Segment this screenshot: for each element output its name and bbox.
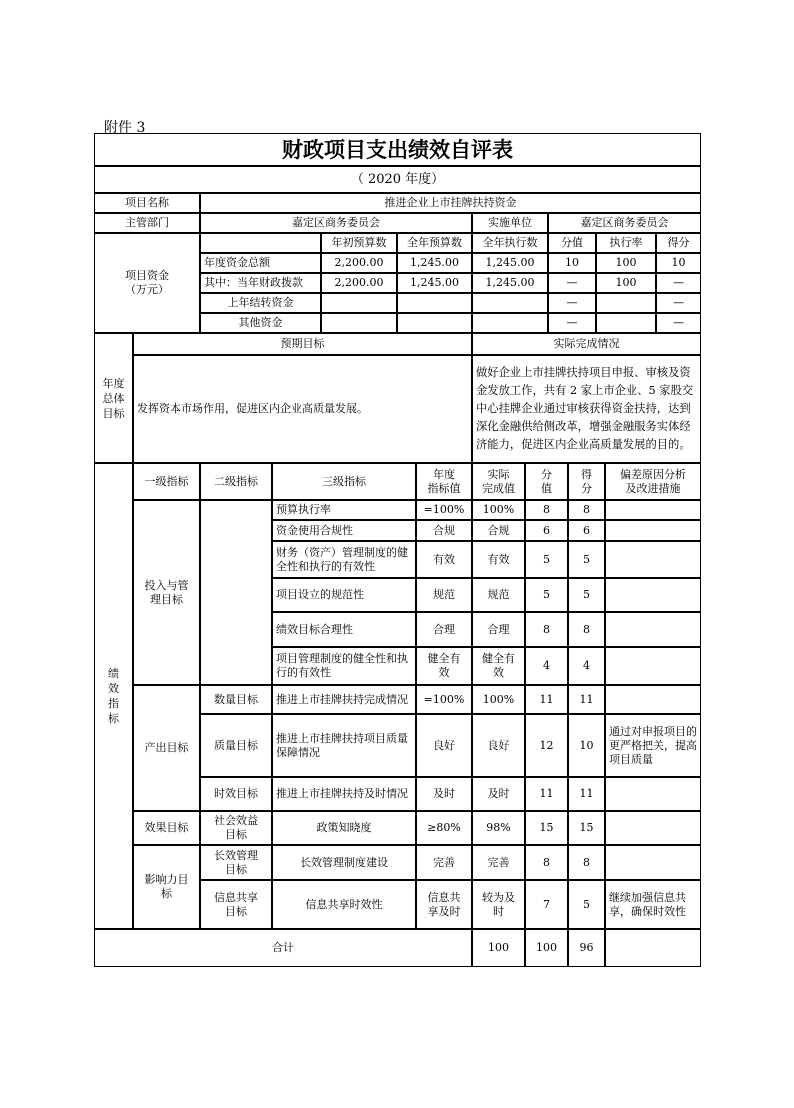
score-cell [568,500,605,520]
score-max-cell-text: 4 [543,659,550,672]
score-cell [568,612,605,647]
indicator-header [472,463,525,500]
funds-cell-text: — [566,316,578,329]
score-cell-text: 5 [583,588,590,601]
funds-cell-text: 100 [615,256,637,269]
funds-col-header [548,233,596,253]
actual-cell [472,685,525,714]
total-score-max [472,929,525,967]
level2-cell-text: 数量目标 [214,692,258,706]
level3-cell-text: 信息共享时效性 [305,897,383,911]
target-cell-text: 完善 [433,855,455,869]
actual-cell [472,520,525,541]
level1-effect-text: 效果目标 [144,821,189,834]
goals-label [94,333,133,463]
funds-cell [656,273,701,293]
level2-cell-text: 社会效益 目标 [214,814,258,841]
level1-influence [133,845,200,929]
funds-cell-text: 10 [671,256,686,269]
score-cell-text: 8 [583,503,590,516]
funds-cell [656,313,701,333]
level3-cell [272,777,416,811]
target-cell-text: 良好 [433,738,455,752]
expected-header-text: 预期目标 [280,337,325,350]
funds-row-name [200,313,321,333]
actual-cell [472,845,525,880]
funds-cell-text: — [566,276,578,289]
funds-col-header-text: 得分 [667,236,690,249]
funds-cell [397,253,472,273]
note-cell [605,685,701,714]
target-cell [416,520,472,541]
score-max-cell-text: 8 [543,855,550,869]
note-cell [605,647,701,685]
funds-row-name-text: 上年结转资金 [227,296,294,309]
funds-col-header-text: 全年预算数 [407,236,462,249]
actual-header [472,333,701,355]
actual-cell [472,777,525,811]
level2-cell [200,777,272,811]
target-cell [416,500,472,520]
score-cell-text: 4 [583,659,590,672]
funds-col-header [472,233,548,253]
score-max-cell [525,541,568,578]
score-max-cell-text: 5 [543,588,550,601]
impl-label [472,213,548,233]
score-cell [568,880,605,929]
target-cell [416,714,472,777]
level1-output [133,685,200,811]
funds-corner [200,233,321,253]
score-cell-text: 11 [579,692,594,706]
level2-cell-text: 时效目标 [214,787,258,800]
funds-cell [656,253,701,273]
total-score [568,929,605,967]
actual-cell-text: 98% [486,821,511,834]
funds-row-name [200,253,321,273]
note-cell [605,500,701,520]
funds-col-header-text: 年初预算数 [331,236,387,249]
score-cell [568,685,605,714]
funds-cell [596,253,656,273]
level3-cell [272,647,416,685]
funds-cell [321,273,397,293]
funds-cell-text: 2,200.00 [334,256,384,269]
indicators-label-text: 绩 效 指 标 [108,667,119,725]
level3-cell-text: 推进上市挂牌扶持项目质量保障情况 [276,731,408,759]
funds-cell [548,273,596,293]
funds-cell-text: 1,245.00 [485,256,535,269]
funds-row-name-text: 其他资金 [238,316,283,329]
funds-col-header [596,233,656,253]
total-actual [525,929,568,967]
actual-cell-text: 健全有 效 [482,652,515,679]
note-cell [605,777,701,811]
score-cell-text: 8 [583,622,590,636]
dept-label [94,213,200,233]
indicator-header-text: 一级指标 [144,474,189,488]
target-cell [416,578,472,612]
indicator-header-text: 得 分 [581,467,592,495]
indicator-header-text: 二级指标 [214,474,258,488]
funds-cell [596,293,656,313]
score-cell-text: 5 [583,897,590,911]
indicator-header [568,463,605,500]
level2-cell [200,845,272,880]
actual-cell [472,612,525,647]
indicator-header-text: 偏差原因分析 及改进措施 [620,467,686,495]
note-cell [605,880,701,929]
funds-cell-text: — [673,276,684,289]
funds-cell [321,293,397,313]
impl-label-text: 实施单位 [488,216,532,229]
project-name-value-text: 推进企业上市挂牌扶持资金 [384,196,517,209]
funds-cell [548,313,596,333]
target-cell [416,811,472,845]
level3-cell-text: 绩效目标合理性 [276,622,353,636]
funds-col-header [397,233,472,253]
level3-cell-text: 财务（资产）管理制度的健全性和执行的有效性 [276,545,408,573]
level3-cell [272,612,416,647]
score-max-cell [525,811,568,845]
target-cell-text: 规范 [433,588,455,601]
funds-cell [548,253,596,273]
table-title-text: 财政项目支出绩效自评表 [282,137,513,162]
score-cell-text: 6 [583,523,590,537]
level3-cell [272,500,416,520]
indicators-label [94,463,133,929]
score-max-cell-text: 11 [539,787,554,800]
note-cell [605,612,701,647]
level1-output-text: 产出目标 [144,741,189,754]
indicator-header [133,463,200,500]
actual-cell [472,500,525,520]
indicator-header [605,463,701,500]
funds-col-header-text: 全年执行数 [482,236,538,249]
indicator-header-text: 年度 指标值 [427,467,461,495]
level3-cell [272,811,416,845]
actual-cell-text: 规范 [487,588,510,601]
target-cell-text: ≥80% [427,821,461,834]
impl-unit-value [548,213,701,233]
actual-cell [472,714,525,777]
total-score-text: 96 [579,941,594,954]
note-cell [605,811,701,845]
level3-cell [272,880,416,929]
score-cell-text: 11 [579,787,594,800]
funds-cell [548,293,596,313]
target-cell-text: 及时 [433,787,455,800]
level3-cell [272,541,416,578]
funds-cell [472,313,548,333]
score-max-cell-text: 5 [543,552,550,566]
funds-row-name [200,293,321,313]
note-cell-text: 继续加强信息共享，确保时效性 [609,890,686,918]
year-line-text: （ 2020 年度） [350,171,445,187]
score-cell [568,845,605,880]
expected-header [133,333,472,355]
target-cell-text: 健全有 效 [427,652,461,679]
funds-cell [656,293,701,313]
level2-cell [200,880,272,929]
actual-cell [472,541,525,578]
target-cell-text: 合规 [433,523,455,537]
funds-cell [397,313,472,333]
level3-cell-text: 项目管理制度的健全性和执行的有效性 [276,652,408,679]
actual-cell-text: 较为及 时 [482,890,515,918]
indicator-header [200,463,272,500]
level3-cell [272,845,416,880]
score-cell [568,578,605,612]
attachment-label: 附件 3 [104,120,146,136]
actual-cell-text: 合规 [487,523,510,537]
total-note [605,929,701,967]
actual-cell-text: 完善 [487,855,510,869]
goals-label-text: 年度 总体 目标 [102,376,125,420]
actual-result [472,355,701,463]
score-max-cell [525,685,568,714]
funds-cell [321,253,397,273]
level3-cell [272,520,416,541]
score-max-cell [525,500,568,520]
level2-cell [200,714,272,777]
actual-cell [472,811,525,845]
level3-cell-text: 推进上市挂牌扶持完成情况 [276,692,408,706]
note-cell [605,714,701,777]
target-cell-text: 信息共 享及时 [427,890,461,918]
score-max-cell [525,647,568,685]
level2-cell [200,811,272,845]
funds-row-name-text: 其中：当年财政拨款 [204,276,303,289]
level3-cell-text: 推进上市挂牌扶持及时情况 [276,787,408,800]
target-cell-text: 有效 [433,552,455,566]
total-label-text: 合计 [272,941,294,954]
funds-row-name [200,273,321,293]
project-name-label-text: 项目名称 [125,196,169,209]
funds-cell [321,313,397,333]
funds-cell [397,293,472,313]
indicator-header-text: 三级指标 [322,474,366,488]
indicator-header [416,463,472,500]
funds-cell-text: 10 [565,256,579,269]
funds-cell-text: 1,245.00 [485,276,535,289]
expected-goal [133,355,472,463]
level1-effect [133,811,200,845]
actual-cell-text: 良好 [487,738,510,752]
funds-cell-text: — [673,316,684,329]
level3-cell-text: 项目设立的规范性 [276,588,364,601]
score-max-cell-text: 7 [543,897,550,911]
score-cell [568,777,605,811]
funds-cell [596,313,656,333]
actual-cell [472,647,525,685]
funds-cell-text: 100 [615,276,637,289]
level2-cell [200,685,272,714]
level3-cell-text: 预算执行率 [276,503,331,516]
level1-influence-text: 影响力目 标 [144,873,189,900]
target-cell [416,541,472,578]
score-cell [568,714,605,777]
score-cell [568,541,605,578]
score-max-cell-text: 8 [543,622,550,636]
score-max-cell-text: 6 [543,523,550,537]
score-cell-text: 8 [583,855,590,869]
target-cell-text: =100% [423,692,465,706]
funds-cell-text: 1,245.00 [410,276,459,289]
target-cell-text: 合理 [433,622,455,636]
level2-cell-text: 质量目标 [214,738,258,752]
level3-cell [272,685,416,714]
score-max-cell [525,612,568,647]
score-cell-text: 15 [579,821,594,834]
score-max-cell [525,520,568,541]
level1-input [133,500,200,685]
total-actual-text: 100 [536,941,557,954]
target-cell [416,685,472,714]
level3-cell [272,714,416,777]
funds-row-name-text: 年度资金总额 [204,256,270,269]
score-max-cell [525,845,568,880]
score-max-cell-text: 11 [539,692,554,706]
dept-value [200,213,472,233]
score-cell [568,647,605,685]
indicator-header [272,463,416,500]
actual-cell-text: 合理 [487,622,510,636]
indicator-header-text: 实际 完成值 [482,467,515,495]
funds-col-header [656,233,701,253]
actual-result-text: 做好企业上市挂牌扶持项目申报、审核及资金发放工作，共有 2 家上市企业、5 家股交中心挂牌企业通过审核获得资金扶持，达到深化金融供给侧改革，增强金融服务实体经济能力，促进区内企业高质量发展的目的。 [476,366,694,451]
actual-cell-text: 100% [482,692,515,706]
funds-cell-text: — [673,296,684,309]
score-cell-text: 5 [583,552,590,566]
level2-cell-text: 信息共享 目标 [214,890,258,918]
indicator-header-text: 分 值 [541,467,552,495]
score-cell-text: 10 [579,738,594,752]
target-cell [416,612,472,647]
actual-cell [472,880,525,929]
score-max-cell-text: 12 [539,738,554,752]
funds-label-text: 项目资金 （万元） [125,269,169,296]
target-cell [416,647,472,685]
funds-col-header [321,233,397,253]
dept-label-text: 主管部门 [125,216,169,229]
funds-cell [596,273,656,293]
level1-input-text: 投入与管 理目标 [144,578,189,606]
funds-cell [472,253,548,273]
project-name-value [200,193,701,213]
table-title [94,133,701,166]
expected-goal-text: 发挥资本市场作用，促进区内企业高质量发展。 [137,402,368,415]
target-cell-text: =100% [423,503,465,516]
funds-cell [397,273,472,293]
funds-col-header-text: 执行率 [609,236,643,249]
funds-cell-text: — [566,296,578,309]
level3-cell [272,578,416,612]
funds-cell-text: 2,200.00 [334,276,384,289]
funds-cell-text: 1,245.00 [410,256,459,269]
year-line [94,166,701,193]
score-max-cell [525,714,568,777]
actual-cell [472,578,525,612]
funds-cell [472,273,548,293]
score-max-cell [525,578,568,612]
score-max-cell-text: 8 [543,503,550,516]
note-cell [605,578,701,612]
level3-cell-text: 长效管理制度建设 [300,855,388,869]
total-score-max-text: 100 [488,941,509,954]
total-label [94,929,472,967]
funds-col-header-text: 分值 [561,236,583,249]
level2-cell-text: 长效管理 目标 [214,848,258,876]
dept-value-text: 嘉定区商务委员会 [292,216,380,229]
note-cell [605,541,701,578]
target-cell [416,777,472,811]
score-cell [568,520,605,541]
level3-cell-text: 政策知晓度 [316,821,372,834]
note-cell [605,520,701,541]
target-cell [416,880,472,929]
note-cell-text: 通过对申报项目的更严格把关，提高项目质量 [609,724,697,766]
level3-cell-text: 资金使用合规性 [276,523,353,537]
funds-cell [472,293,548,313]
actual-header-text: 实际完成情况 [553,337,620,350]
target-cell [416,845,472,880]
actual-cell-text: 及时 [487,787,510,800]
funds-label [94,233,200,333]
score-max-cell [525,777,568,811]
score-cell [568,811,605,845]
score-max-cell-text: 15 [539,821,554,834]
impl-unit-value-text: 嘉定区商务委员会 [580,216,669,229]
score-max-cell [525,880,568,929]
actual-cell-text: 100% [482,503,515,516]
level2-input-blank [200,500,272,685]
note-cell [605,845,701,880]
project-name-label [94,193,200,213]
actual-cell-text: 有效 [487,552,510,566]
indicator-header [525,463,568,500]
